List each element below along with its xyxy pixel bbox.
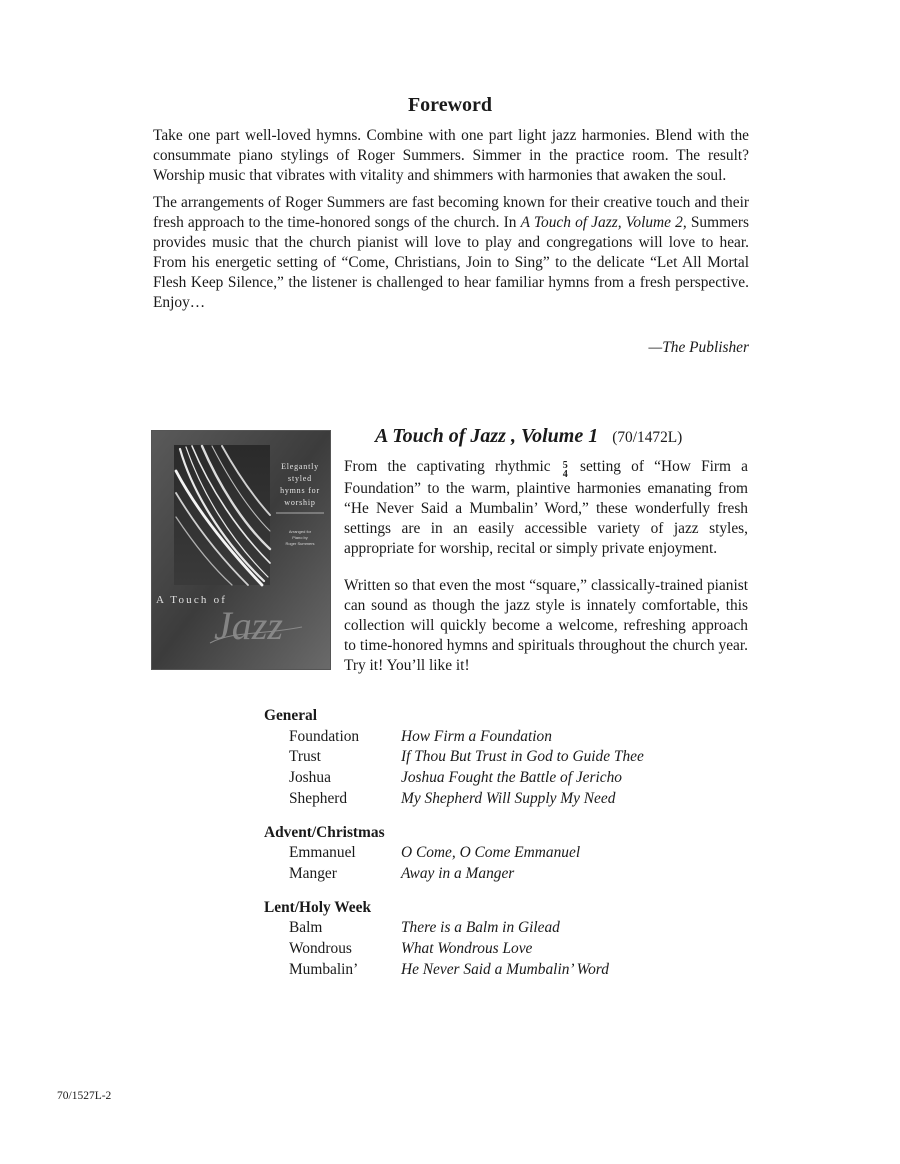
- list-item: [264, 843, 744, 864]
- foreword-title: Foreword: [407, 94, 493, 116]
- list-item: [264, 918, 744, 939]
- book-cover-image: [151, 430, 331, 670]
- list-item: [264, 939, 744, 960]
- short-title: Manger: [289, 864, 337, 882]
- short-title: Shepherd: [289, 789, 348, 807]
- foreword-p2-book-title: A Touch of Jazz, Volume 2: [520, 214, 683, 231]
- cover-line-2: styled: [288, 474, 312, 483]
- hymn-title: Joshua Fought the Battle of Jericho: [401, 769, 622, 787]
- short-title: Mumbalin’: [289, 960, 359, 978]
- volume-heading: [375, 425, 682, 448]
- list-item: [264, 960, 744, 981]
- short-title: Wondrous: [289, 940, 352, 958]
- hymn-title: How Firm a Foundation: [401, 727, 552, 745]
- cover-line-4: worship: [284, 498, 316, 507]
- hymn-title: He Never Said a Mumbalin’ Word: [401, 960, 609, 978]
- volume-paragraph-2: Written so that even the most “square,” classically-trained pianist can sound as though the jazz style is innately comfortable, this collection will quickly become a welcome, refreshing approach to time-honored hymns and spirituals throughout the church year. Try it! You’ll like it!: [344, 577, 748, 674]
- short-title: Foundation: [289, 727, 360, 745]
- hymn-title: O Come, O Come Emmanuel: [401, 844, 581, 862]
- volume-description: [344, 457, 748, 693]
- foreword-paragraph-1: Take one part well-loved hymns. Combine with one part light jazz harmonies. Blend with the consummate piano stylings of Roger Summers. Simmer in the practice room. The result? Worship music that vibrates with vitality and shimmers with harmonies that awaken the soul.: [153, 127, 749, 184]
- category-advent-christmas: [264, 823, 744, 885]
- foreword-body: [153, 126, 749, 320]
- foreword-p2-end: , Summers provides music that the church pianist will love to play and congregations will love to hear. From his energetic setting of “Come, Christians, Join to Sing” to the delicate “Let All Mortal Flesh Keep Silence,” the listener is challenged to hear familiar hymns from a fresh perspective. Enjoy…: [153, 214, 749, 311]
- category-title: Lent/Holy Week: [264, 898, 372, 916]
- contents-list: [264, 706, 744, 993]
- short-title: Emmanuel: [289, 844, 356, 862]
- volume-catalog-number: (70/1472L): [612, 429, 683, 446]
- cover-credit-3: Roger Summers: [285, 541, 315, 546]
- foreword-p2-start: The arrangements of Roger Summers are fast becoming known for their creative touch and their fresh approach to the time-honored songs of the church. In: [153, 194, 749, 231]
- foreword-signature: —The Publisher: [648, 339, 749, 356]
- foreword-paragraph-2: [153, 193, 749, 313]
- hymn-title: My Shepherd Will Supply My Need: [401, 789, 616, 807]
- volume-p1-start: From the captivating rhythmic: [344, 458, 561, 475]
- time-signature-bottom: 4: [562, 469, 568, 480]
- list-item: [264, 727, 744, 748]
- category-title: Advent/Christmas: [264, 823, 385, 841]
- hymn-title: Away in a Manger: [401, 864, 515, 882]
- category-title: General: [264, 707, 317, 724]
- cover-line-1: Elegantly: [281, 462, 319, 471]
- cover-title-script: Jazz: [214, 603, 283, 648]
- cover-title-small: A Touch of: [156, 594, 228, 606]
- footer-catalog-code: 70/1527L-2: [57, 1090, 112, 1102]
- volume-p1-end: setting of “How Firm a Foundation” to the warm, plaintive harmonies emanating from “He Never Said a Mumbalin’ Word,” these wonderfully fresh settings are in an easily accessible variety of jazz styles, appropriate for worship, recital or simply private enjoyment.: [344, 458, 748, 557]
- list-item: [264, 789, 744, 810]
- short-title: Trust: [289, 748, 321, 766]
- cover-credit-1: Arranged for: [288, 529, 312, 534]
- cover-line-3: hymns for: [280, 486, 320, 495]
- short-title: Joshua: [289, 769, 331, 787]
- cover-credit-2: Piano by: [292, 535, 308, 540]
- category-lent-holy-week: [264, 898, 744, 981]
- list-item: [264, 768, 744, 789]
- list-item: [264, 864, 744, 885]
- short-title: Balm: [289, 919, 323, 937]
- hymn-title: What Wondrous Love: [401, 940, 533, 958]
- volume-title: A Touch of Jazz , Volume 1: [375, 425, 599, 447]
- time-signature: [563, 461, 568, 479]
- hymn-title: If Thou But Trust in God to Guide Thee: [401, 748, 644, 766]
- list-item: [264, 747, 744, 768]
- hymn-title: There is a Balm in Gilead: [401, 919, 560, 937]
- volume-paragraph-1: [344, 457, 748, 559]
- time-signature-top: 5: [562, 460, 568, 471]
- category-general: [264, 706, 744, 810]
